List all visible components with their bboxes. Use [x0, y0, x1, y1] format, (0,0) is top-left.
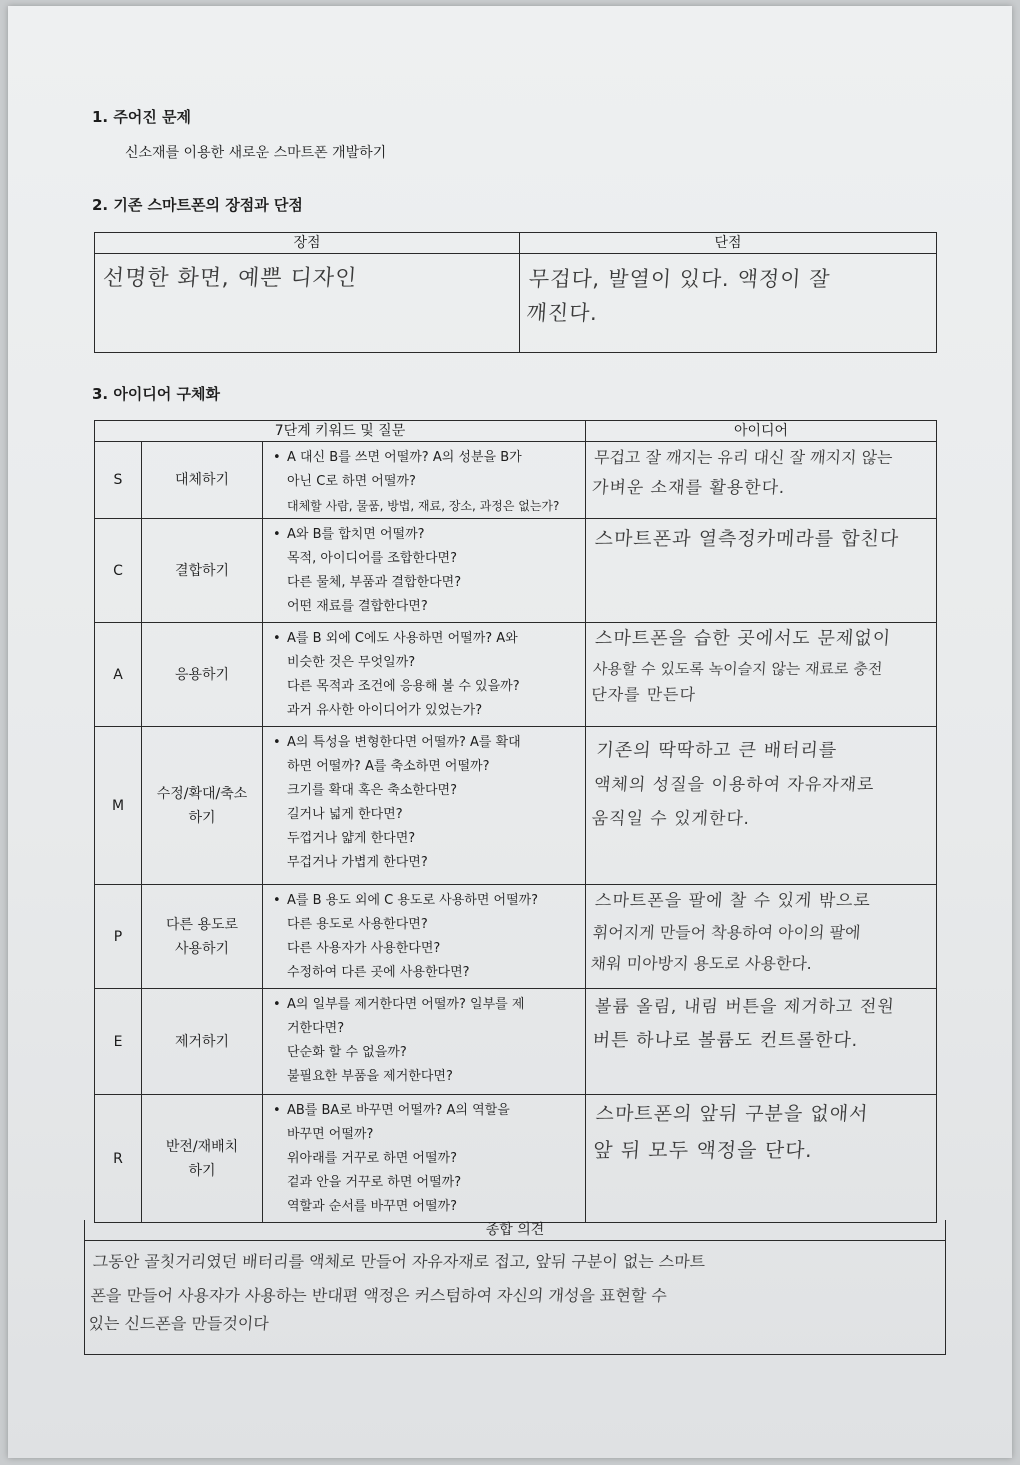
row-questions: • A를 B 외에 C에도 사용하면 어떨까? A와 비슷한 것은 무엇일까? 다른 목적과 조건에 응용해 볼 수 있을까? 과거 유사한 아이디어가 있었는가? [263, 623, 586, 727]
row-questions: • A 대신 B를 쓰면 어떨까? A의 성분을 B가 아닌 C로 하면 어떨까? 대체할 사람, 물품, 방법, 재료, 장소, 과정은 없는가? [263, 442, 586, 519]
row-code: A [95, 623, 142, 727]
row-keyword: 응용하기 [142, 623, 263, 727]
section3-title: 3. 아이디어 구체화 [92, 385, 221, 403]
summary-line: 있는 신드폰을 만들것이다 [87, 1314, 270, 1333]
idea-header: 아이디어 [586, 421, 937, 442]
row-code: M [95, 727, 142, 885]
worksheet-page [8, 6, 1012, 1458]
summary-line: 그동안 골칫거리였던 배터리를 액체로 만들어 자유자재로 접고, 앞뒤 구분이 없는 스마트 [92, 1252, 706, 1271]
row-keyword: 반전/재배치 하기 [142, 1095, 263, 1223]
row-code: S [95, 442, 142, 519]
section1-title: 1. 주어진 문제 [92, 108, 192, 126]
row-code: R [95, 1095, 142, 1223]
pros-cell [95, 254, 520, 353]
section1-text: 신소재를 이용한 새로운 스마트폰 개발하기 [125, 145, 387, 161]
row-idea: 볼륨 올림, 내림 버튼을 제거하고 전원 버튼 하나로 볼륨도 컨트롤한다. [582, 989, 940, 1095]
row-keyword: 다른 용도로 사용하기 [142, 885, 263, 989]
table-row [95, 442, 937, 519]
table-row [95, 623, 937, 727]
row-questions: • A를 B 용도 외에 C 용도로 사용하면 어떨까? 다른 용도로 사용한다면? 다른 사용자가 사용한다면? 수정하여 다른 곳에 사용한다면? [263, 885, 586, 989]
row-questions: • AB를 BA로 바꾸면 어떨까? A의 역할을 바꾸면 어떨까? 위아래를 거꾸로 하면 어떨까? 겉과 안을 거꾸로 하면 어떨까? 역할과 순서를 바꾸면 어떨까? [263, 1095, 586, 1223]
row-idea: 스마트폰과 열측정카메라를 합친다 [582, 519, 940, 623]
summary-header: 종합 의견 [85, 1220, 946, 1241]
table-row [95, 989, 937, 1095]
pros-text: 선명한 화면, 예쁜 디자인 [101, 266, 359, 291]
summary-table [84, 1220, 946, 1355]
row-idea: 스마트폰의 앞뒤 구분을 없애서 앞 뒤 모두 액정을 단다. [581, 1095, 941, 1223]
row-idea: 기존의 딱딱하고 큰 배터리를 액체의 성질을 이용하여 자유자재로 움직일 수 있게한다. [580, 727, 942, 885]
row-questions: • A와 B를 합치면 어떨까? 목적, 아이디어를 조합한다면? 다른 물체, 부품과 결합한다면? 어떤 재료를 결합한다면? [263, 519, 586, 623]
scamper-table [94, 420, 937, 1223]
row-code: E [95, 989, 142, 1095]
row-questions: • A의 일부를 제거한다면 어떨까? 일부를 제 거한다면? 단순화 할 수 없을까? 불필요한 부품을 제거한다면? [263, 989, 586, 1095]
keyword-header: 7단계 키워드 및 질문 [95, 421, 586, 442]
table-row [95, 519, 937, 623]
pros-cons-table [94, 232, 937, 353]
cons-line: 깨진다. [525, 301, 599, 325]
row-code: C [95, 519, 142, 623]
cons-header: 단점 [520, 233, 937, 254]
section2-title: 2. 기존 스마트폰의 장점과 단점 [92, 196, 303, 214]
cons-cell [520, 254, 937, 353]
table-row [95, 727, 937, 885]
row-code: P [95, 885, 142, 989]
row-keyword: 제거하기 [142, 989, 263, 1095]
table-row [95, 885, 937, 989]
row-questions: • A의 특성을 변형한다면 어떨까? A를 확대 하면 어떨까? A를 축소하면 어떨까? 크기를 확대 혹은 축소한다면? 길거나 넓게 한다면? 두껍거나 얇게 한다면? 무겁거나 가볍게 한다면? [263, 727, 586, 885]
summary-cell [85, 1241, 946, 1355]
table-row [95, 1095, 937, 1223]
pros-header: 장점 [95, 233, 520, 254]
cons-line: 무겁다, 발열이 있다. 액정이 잘 [528, 267, 832, 291]
row-idea: 스마트폰을 팔에 찰 수 있게 밖으로 휘어지게 만들어 착용하여 아이의 팔에 채워 미아방지 용도로 사용한다. [582, 885, 940, 989]
row-keyword: 결합하기 [142, 519, 263, 623]
row-keyword: 대체하기 [142, 442, 263, 519]
summary-line: 폰을 만들어 사용자가 사용하는 반대편 액정은 커스텀하여 자신의 개성을 표현할 수 [89, 1286, 668, 1305]
row-idea: 무겁고 잘 깨지는 유리 대신 잘 깨지지 않는 가벼운 소재를 활용한다. [583, 442, 939, 519]
row-keyword: 수정/확대/축소 하기 [142, 727, 263, 885]
row-idea: 스마트폰을 습한 곳에서도 문제없이 사용할 수 있도록 녹이슬지 않는 재료로 충전 단자를 만든다 [582, 623, 940, 727]
